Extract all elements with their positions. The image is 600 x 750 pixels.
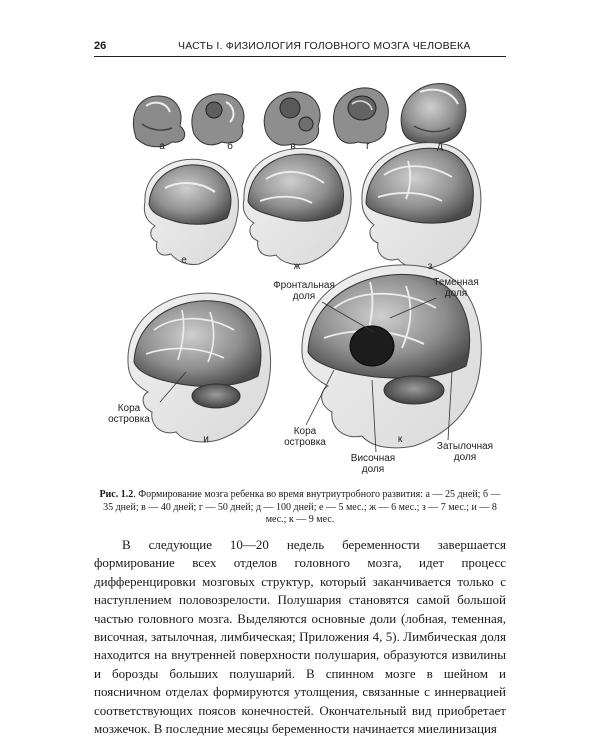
stage-letter-zh: ж (293, 261, 301, 272)
label-insula-right: Кора островка (284, 426, 326, 448)
label-temporal-lobe: Височная доля (350, 453, 396, 475)
stage-letter-e: е (181, 255, 187, 266)
embryo-e (401, 83, 466, 143)
figure-number: Рис. 1.2 (99, 489, 134, 500)
label-parietal-lobe: Теменная доля (433, 277, 479, 299)
stage-letter-k: к (397, 434, 403, 445)
fetus-e (144, 159, 238, 264)
stage-letter-v: в (290, 141, 296, 152)
body-paragraph: В следующие 10—20 недель беременности завершается формирование всех отделов головного мозга, идет процесс дифференцировки мозговых структур, который заканчивается только с наступлением половозрелости. Полушария становятся самой большой частью головного мозга. Выделяются основные доли (лобная, теменная, височная, затылочная, лимбическая; Приложения 4, 5). Лимбическая доля находится на внутренней поверхности полушария, образуются извилины и борозды больших полушарий. В спинном мозге в шейном и поясничном отделах формируются утолщения, связанные с иннервацией соответствующих поясов конечностей. Окончательный вид приобретает мозжечок. В последние месяцы беременности начинается миелинизация (94, 537, 506, 737)
label-insula-left: Кора островка (108, 403, 150, 425)
fetus-zh (243, 148, 351, 264)
fetus-z (362, 143, 481, 269)
embryo-a (133, 96, 184, 147)
chapter-title: ЧАСТЬ I. ФИЗИОЛОГИЯ ГОЛОВНОГО МОЗГА ЧЕЛОВЕКА (178, 40, 471, 52)
stage-letter-i: и (203, 434, 209, 445)
page-number: 26 (94, 40, 107, 52)
stage-letter-b: б (227, 141, 233, 152)
embryo-c (264, 92, 320, 145)
stage-letter-g: г (366, 141, 370, 152)
body-text (94, 536, 506, 738)
label-frontal-lobe: Фронтальная доля (273, 280, 335, 302)
label-occipital-lobe: Затылочная доля (436, 441, 494, 463)
embryo-b (192, 94, 244, 145)
stage-letter-d: д (437, 141, 443, 152)
stage-letter-a: а (159, 141, 165, 152)
figure-caption (94, 489, 506, 527)
stage-letter-z: з (427, 261, 433, 272)
figure-caption-text: . Формирование мозга ребенка во время внутриутробного развития: а — 25 дней; б — 35 дней; в — 40 дней; г — 50 дней; д — 100 дней; е — 5 мес.; ж — 6 мес.; з — 7 мес.; и — 8 мес.; к — 9 мес. (103, 489, 501, 525)
embryo-d (334, 88, 389, 143)
